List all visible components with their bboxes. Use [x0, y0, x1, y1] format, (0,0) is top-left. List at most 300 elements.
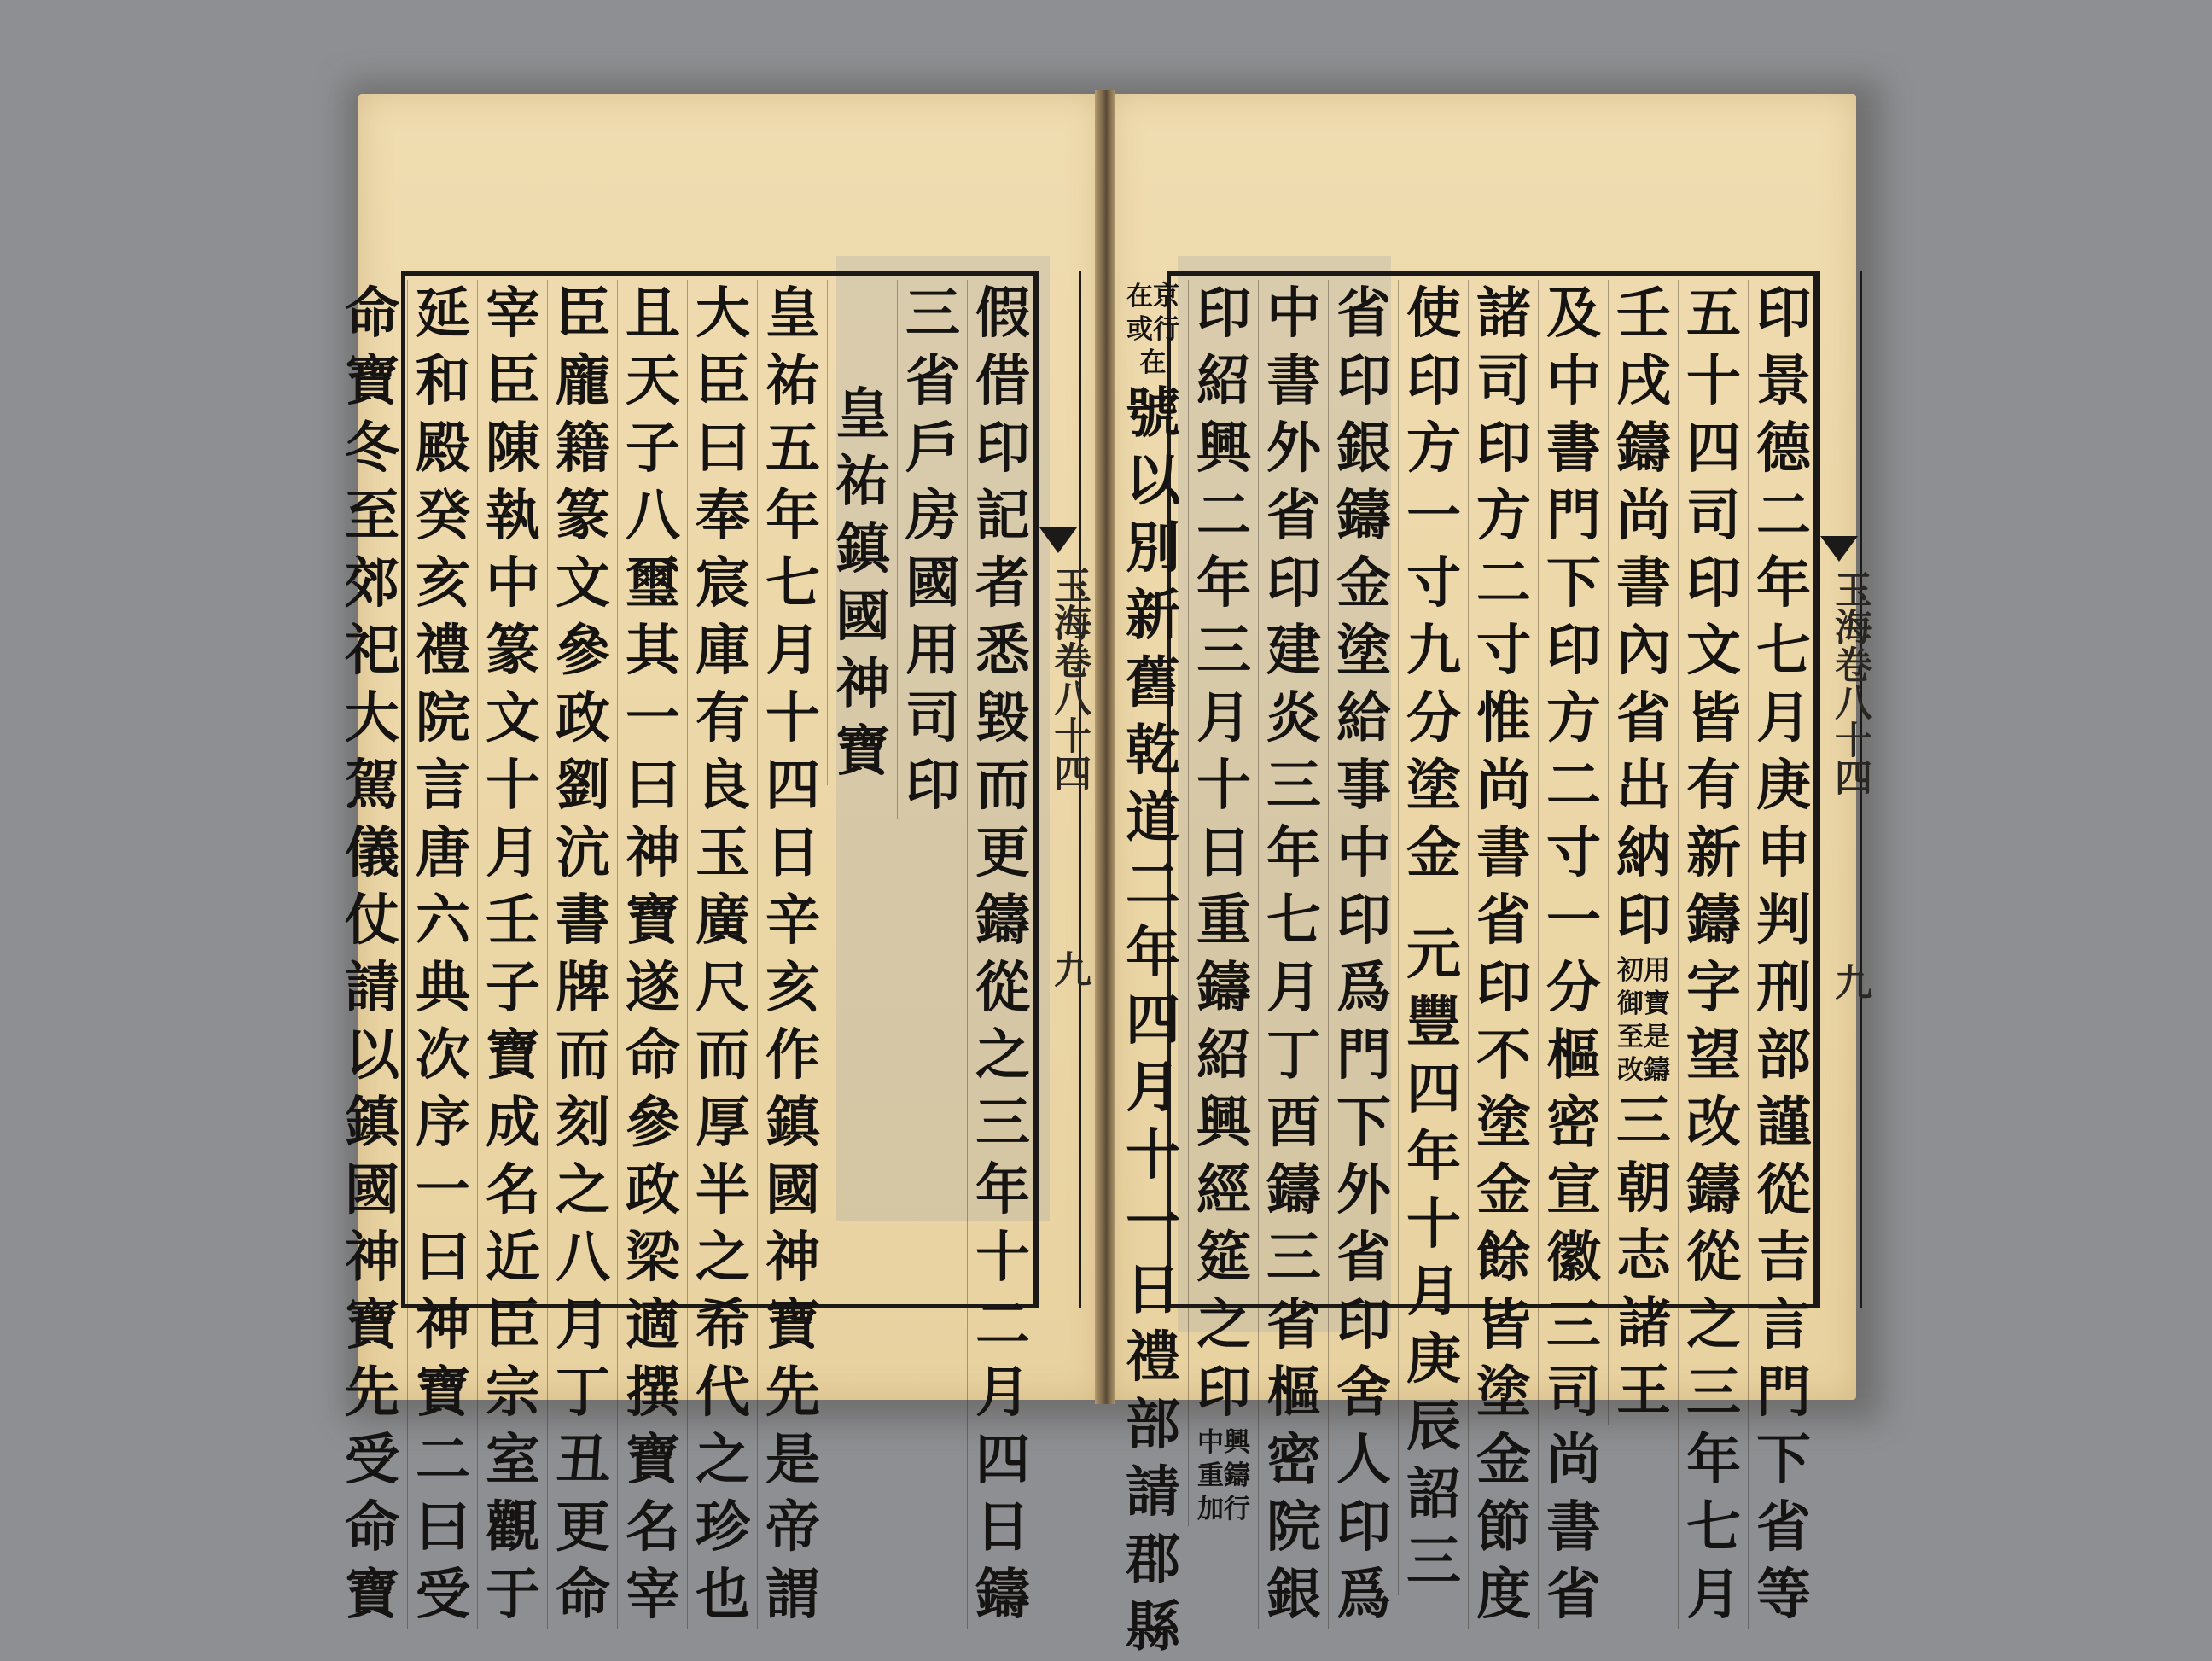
glyph: 鎮 [835, 517, 890, 581]
book-gutter [1095, 90, 1115, 1404]
glyph: 天 [626, 349, 680, 413]
glyph: 七 [1756, 619, 1811, 683]
glyph: 至 [345, 484, 399, 548]
glyph: 鑄 [1336, 484, 1391, 548]
glyph: 月 [1406, 1260, 1461, 1324]
glyph: 國 [905, 551, 960, 615]
glyph: 典 [416, 956, 470, 1020]
text-column [1398, 280, 1469, 1595]
glyph: 毀 [975, 686, 1030, 750]
glyph: 二 [1476, 551, 1531, 615]
glyph: 陳 [486, 417, 540, 481]
glyph: 戶 [905, 417, 960, 481]
glyph: 省 [1266, 484, 1321, 548]
glyph: 延 [416, 282, 470, 346]
glyph: 七 [1686, 1495, 1741, 1559]
glyph: 吉 [1756, 1226, 1811, 1290]
glyph: 禮 [1126, 1326, 1180, 1390]
glyph: 年 [1756, 551, 1811, 615]
glyph: 三 [1266, 1226, 1321, 1290]
glyph: 月 [1266, 956, 1321, 1020]
glyph: 印 [1546, 619, 1601, 683]
spine-title: 玉海卷八十四 [1828, 570, 1871, 796]
spine-title: 玉海卷八十四 [1047, 566, 1091, 791]
glyph: 樞 [1266, 1361, 1321, 1425]
glyph: 梁 [626, 1226, 680, 1290]
glyph: 有 [696, 686, 750, 750]
glyph: 分 [1546, 956, 1601, 1020]
glyph: 仗 [345, 889, 399, 953]
glyph: 月 [765, 619, 820, 683]
glyph: 一 [1546, 889, 1601, 953]
glyph: 節 [1476, 1495, 1531, 1559]
glyph: 命 [626, 1023, 680, 1087]
glyph: 七 [1266, 889, 1321, 953]
glyph: 金 [1406, 821, 1461, 885]
glyph: 二 [975, 1293, 1030, 1357]
glyph: 道 [1126, 786, 1180, 850]
glyph: 徽 [1546, 1226, 1601, 1290]
glyph: 作 [765, 1023, 820, 1087]
text-column [407, 280, 478, 1629]
glyph: 辰 [1406, 1395, 1461, 1459]
glyph: 代 [696, 1361, 750, 1425]
glyph: 以 [1126, 449, 1180, 513]
glyph: 神 [626, 821, 680, 885]
glyph: 觀 [486, 1495, 540, 1559]
glyph: 撰 [626, 1361, 680, 1425]
glyph: 寶 [345, 1563, 399, 1627]
annotation-note: 中興重鑄加行 [1197, 1427, 1250, 1524]
glyph: 之 [1196, 1293, 1251, 1357]
glyph: 司 [1546, 1361, 1601, 1425]
glyph: 六 [416, 889, 470, 953]
text-column [617, 280, 688, 1629]
glyph: 十 [765, 686, 820, 750]
glyph: 省 [1476, 889, 1531, 953]
text-column [967, 280, 1038, 1629]
glyph: 等 [1756, 1563, 1811, 1627]
glyph: 望 [1686, 1023, 1741, 1087]
glyph: 庚 [1406, 1327, 1461, 1391]
glyph: 篆 [556, 484, 610, 548]
glyph: 餘 [1476, 1226, 1531, 1290]
glyph: 二 [1196, 484, 1251, 548]
glyph: 臣 [696, 349, 750, 413]
glyph: 三 [1616, 1089, 1671, 1153]
glyph: 四 [1126, 988, 1180, 1052]
glyph: 人 [1336, 1428, 1391, 1492]
glyph: 之 [556, 1158, 610, 1222]
glyph: 年 [1126, 921, 1180, 985]
glyph: 鑄 [1196, 956, 1251, 1020]
glyph: 舍 [1336, 1361, 1391, 1425]
glyph: 銀 [1266, 1563, 1321, 1627]
glyph: 方 [1406, 417, 1461, 481]
glyph: 方 [1546, 686, 1601, 750]
glyph: 悉 [975, 619, 1030, 683]
glyph: 參 [626, 1091, 680, 1155]
glyph: 印 [1196, 282, 1251, 346]
glyph: 皇 [765, 282, 820, 346]
text-column [1118, 280, 1188, 1661]
glyph: 丁 [556, 1361, 610, 1425]
glyph: 牌 [556, 956, 610, 1020]
text-column [477, 280, 548, 1629]
glyph: 樞 [1546, 1023, 1601, 1087]
glyph: 祀 [345, 619, 399, 683]
glyph: 寶 [345, 1293, 399, 1357]
glyph: 門 [1336, 1023, 1391, 1087]
glyph: 景 [1756, 349, 1811, 413]
glyph: 元 [1406, 923, 1461, 987]
glyph: 書 [1546, 417, 1601, 481]
glyph: 一 [1126, 1191, 1180, 1255]
glyph: 丑 [556, 1428, 610, 1492]
glyph: 不 [1476, 1023, 1531, 1087]
glyph: 唐 [416, 821, 470, 885]
glyph: 十 [1196, 754, 1251, 818]
glyph: 印 [905, 754, 960, 818]
glyph: 重 [1196, 889, 1251, 953]
glyph: 印 [1616, 889, 1671, 953]
glyph: 之 [1686, 1293, 1741, 1357]
glyph: 詔 [1406, 1462, 1461, 1526]
glyph: 省 [1756, 1495, 1811, 1559]
glyph: 沆 [556, 821, 610, 885]
glyph: 壬 [486, 889, 540, 953]
glyph: 爲 [1336, 1563, 1391, 1627]
spine-page-number: 九 [1047, 950, 1091, 988]
glyph: 分 [1406, 686, 1461, 750]
glyph: 曰 [416, 1226, 470, 1290]
glyph: 尚 [1476, 754, 1531, 818]
glyph: 印 [1336, 1495, 1391, 1559]
glyph: 興 [1196, 1091, 1251, 1155]
glyph: 寶 [486, 1023, 540, 1087]
glyph: 書 [1546, 1495, 1601, 1559]
text-column [687, 280, 758, 1629]
glyph: 號 [1126, 382, 1180, 446]
glyph: 近 [486, 1226, 540, 1290]
text-column [757, 280, 828, 1629]
glyph: 書 [1616, 551, 1671, 615]
glyph: 月 [975, 1361, 1030, 1425]
glyph: 五 [765, 417, 820, 481]
glyph: 受 [345, 1428, 399, 1492]
glyph: 參 [556, 619, 610, 683]
glyph: 書 [1476, 821, 1531, 885]
glyph: 良 [696, 754, 750, 818]
glyph: 外 [1266, 417, 1321, 481]
glyph: 子 [486, 956, 540, 1020]
glyph: 執 [486, 484, 540, 548]
text-column [1678, 280, 1749, 1629]
glyph: 印 [1336, 349, 1391, 413]
text-column [337, 280, 407, 1629]
glyph: 納 [1616, 821, 1671, 885]
glyph: 九 [1406, 619, 1461, 683]
glyph: 從 [975, 956, 1030, 1020]
glyph: 大 [345, 686, 399, 750]
glyph: 筵 [1196, 1226, 1251, 1290]
glyph: 刻 [556, 1091, 610, 1155]
glyph: 子 [626, 417, 680, 481]
glyph: 三 [1266, 754, 1321, 818]
glyph: 八 [556, 1226, 610, 1290]
glyph: 以 [345, 1023, 399, 1087]
glyph: 日 [1196, 821, 1251, 885]
glyph: 者 [975, 551, 1030, 615]
glyph: 諸 [1476, 282, 1531, 346]
glyph: 之 [975, 1023, 1030, 1087]
glyph: 金 [1476, 1428, 1531, 1492]
glyph: 龐 [556, 349, 610, 413]
glyph: 印 [1476, 956, 1531, 1020]
glyph: 請 [1126, 1460, 1180, 1524]
glyph: 國 [765, 1158, 820, 1222]
glyph: 先 [345, 1361, 399, 1425]
glyph: 寶 [416, 1361, 470, 1425]
glyph: 二 [1756, 484, 1811, 548]
glyph: 儀 [345, 821, 399, 885]
glyph: 日 [975, 1495, 1030, 1559]
glyph: 臣 [556, 282, 610, 346]
glyph: 省 [1546, 1563, 1601, 1627]
glyph: 門 [1546, 484, 1601, 548]
glyph: 言 [416, 754, 470, 818]
glyph: 厚 [696, 1091, 750, 1155]
glyph: 之 [696, 1226, 750, 1290]
glyph: 興 [1196, 417, 1251, 481]
glyph: 金 [1336, 551, 1391, 615]
glyph: 璽 [626, 551, 680, 615]
glyph: 月 [1756, 686, 1811, 750]
glyph: 十 [1126, 1123, 1180, 1187]
glyph: 而 [556, 1023, 610, 1087]
text-column [547, 280, 618, 1629]
annotation-note: 初用御寶至是改鑄 [1617, 955, 1670, 1086]
glyph: 有 [1686, 754, 1741, 818]
glyph: 新 [1126, 584, 1180, 648]
glyph: 謹 [1756, 1091, 1811, 1155]
glyph: 宸 [696, 551, 750, 615]
right-spine-strip [1818, 271, 1871, 1308]
glyph: 改 [1686, 1091, 1741, 1155]
glyph: 舊 [1126, 651, 1180, 715]
text-column [1538, 280, 1609, 1629]
glyph: 序 [416, 1091, 470, 1155]
glyph: 祐 [765, 349, 820, 413]
glyph: 德 [1756, 417, 1811, 481]
glyph: 于 [486, 1563, 540, 1627]
glyph: 神 [835, 652, 890, 716]
glyph: 從 [1686, 1226, 1741, 1290]
glyph: 記 [975, 484, 1030, 548]
glyph: 下 [1756, 1428, 1811, 1492]
glyph: 也 [696, 1563, 750, 1627]
glyph: 壬 [1616, 282, 1671, 346]
glyph: 印 [1336, 1293, 1391, 1357]
glyph: 鑄 [975, 1563, 1030, 1627]
glyph: 借 [975, 349, 1030, 413]
glyph: 政 [556, 686, 610, 750]
glyph: 更 [975, 821, 1030, 885]
glyph: 鑄 [975, 889, 1030, 953]
glyph: 篆 [486, 619, 540, 683]
glyph: 而 [696, 1023, 750, 1087]
glyph: 印 [1266, 551, 1321, 615]
glyph: 省 [1266, 1293, 1321, 1357]
glyph: 印 [1196, 1361, 1251, 1425]
glyph: 塗 [1476, 1091, 1531, 1155]
glyph: 刑 [1756, 956, 1811, 1020]
glyph: 鑄 [1266, 1158, 1321, 1222]
text-column [1748, 280, 1819, 1629]
text-column [1258, 280, 1329, 1629]
glyph: 禮 [416, 619, 470, 683]
glyph: 庚 [1756, 754, 1811, 818]
glyph: 受 [416, 1563, 470, 1627]
glyph: 印 [1476, 417, 1531, 481]
glyph: 鑄 [1686, 889, 1741, 953]
glyph: 謂 [765, 1563, 820, 1627]
glyph: 二 [1546, 754, 1601, 818]
glyph: 酉 [1266, 1091, 1321, 1155]
glyph: 一 [1406, 484, 1461, 548]
glyph: 臣 [486, 1293, 540, 1357]
glyph: 給 [1336, 686, 1391, 750]
glyph: 月 [1126, 1056, 1180, 1120]
glyph: 紹 [1196, 1023, 1251, 1087]
spine-page-number: 九 [1828, 963, 1871, 1000]
glyph: 辛 [765, 889, 820, 953]
glyph: 門 [1756, 1361, 1811, 1425]
glyph: 和 [416, 349, 470, 413]
glyph: 印 [1336, 889, 1391, 953]
glyph: 宰 [486, 282, 540, 346]
glyph: 中 [1266, 282, 1321, 346]
glyph: 中 [1336, 821, 1391, 885]
glyph: 二 [416, 1428, 470, 1492]
text-column [1468, 280, 1539, 1629]
glyph: 是 [765, 1428, 820, 1492]
glyph: 八 [626, 484, 680, 548]
glyph: 月 [1686, 1563, 1741, 1627]
glyph: 月 [486, 821, 540, 885]
glyph: 假 [975, 282, 1030, 346]
text-column [827, 280, 898, 785]
glyph: 五 [1686, 282, 1741, 346]
glyph: 寸 [1406, 551, 1461, 615]
fish-tail-mark [1820, 536, 1858, 562]
glyph: 書 [1266, 349, 1321, 413]
glyph: 使 [1406, 282, 1461, 346]
glyph: 且 [626, 282, 680, 346]
glyph: 事 [1336, 754, 1391, 818]
glyph: 丁 [1266, 1023, 1321, 1087]
glyph: 籍 [556, 417, 610, 481]
glyph: 鎮 [345, 1091, 399, 1155]
fish-tail-mark [1039, 527, 1077, 553]
glyph: 命 [345, 1495, 399, 1559]
glyph: 三 [1406, 1530, 1461, 1594]
glyph: 年 [1196, 551, 1251, 615]
glyph: 日 [1126, 1258, 1180, 1322]
glyph: 縣 [1126, 1595, 1180, 1659]
glyph: 用 [905, 619, 960, 683]
glyph: 別 [1126, 516, 1180, 580]
glyph: 政 [626, 1158, 680, 1222]
glyph: 年 [1686, 1428, 1741, 1492]
glyph: 其 [626, 619, 680, 683]
glyph: 乾 [1126, 719, 1180, 783]
glyph: 塗 [1476, 1361, 1531, 1425]
glyph: 文 [556, 551, 610, 615]
glyph: 炎 [1266, 686, 1321, 750]
glyph: 郊 [345, 551, 399, 615]
glyph: 塗 [1336, 619, 1391, 683]
glyph: 半 [696, 1158, 750, 1222]
glyph: 惟 [1476, 686, 1531, 750]
glyph: 判 [1756, 889, 1811, 953]
glyph: 一 [626, 686, 680, 750]
glyph: 年 [765, 484, 820, 548]
glyph: 申 [1756, 821, 1811, 885]
glyph: 司 [905, 686, 960, 750]
glyph: 三 [905, 282, 960, 346]
glyph: 臣 [486, 349, 540, 413]
glyph: 十 [486, 754, 540, 818]
glyph: 省 [905, 349, 960, 413]
glyph: 字 [1686, 956, 1741, 1020]
glyph: 紹 [1196, 349, 1251, 413]
glyph: 月 [556, 1293, 610, 1357]
glyph: 塗 [1406, 754, 1461, 818]
glyph: 室 [486, 1428, 540, 1492]
text-column [897, 280, 968, 819]
glyph: 年 [1266, 821, 1321, 885]
glyph: 尺 [696, 956, 750, 1020]
glyph: 希 [696, 1293, 750, 1357]
glyph: 祐 [835, 450, 890, 514]
glyph: 下 [1546, 551, 1601, 615]
glyph: 宗 [486, 1361, 540, 1425]
glyph: 之 [696, 1428, 750, 1492]
glyph: 七 [765, 551, 820, 615]
glyph: 朝 [1616, 1157, 1671, 1221]
glyph: 皆 [1476, 1293, 1531, 1357]
glyph: 國 [835, 585, 890, 649]
glyph: 適 [626, 1293, 680, 1357]
glyph: 戌 [1616, 349, 1671, 413]
glyph: 建 [1266, 619, 1321, 683]
glyph: 四 [975, 1428, 1030, 1492]
text-column [1188, 280, 1259, 1526]
glyph: 宣 [1546, 1158, 1601, 1222]
glyph: 亥 [416, 551, 470, 615]
glyph: 年 [975, 1158, 1030, 1222]
glyph: 及 [1546, 282, 1601, 346]
glyph: 寶 [345, 349, 399, 413]
glyph: 寶 [765, 1293, 820, 1357]
text-column [1608, 280, 1679, 1425]
left-spine-strip [1037, 271, 1091, 1308]
glyph: 鑄 [1686, 1158, 1741, 1222]
glyph: 寶 [835, 720, 890, 784]
glyph: 國 [345, 1158, 399, 1222]
glyph: 神 [416, 1293, 470, 1357]
